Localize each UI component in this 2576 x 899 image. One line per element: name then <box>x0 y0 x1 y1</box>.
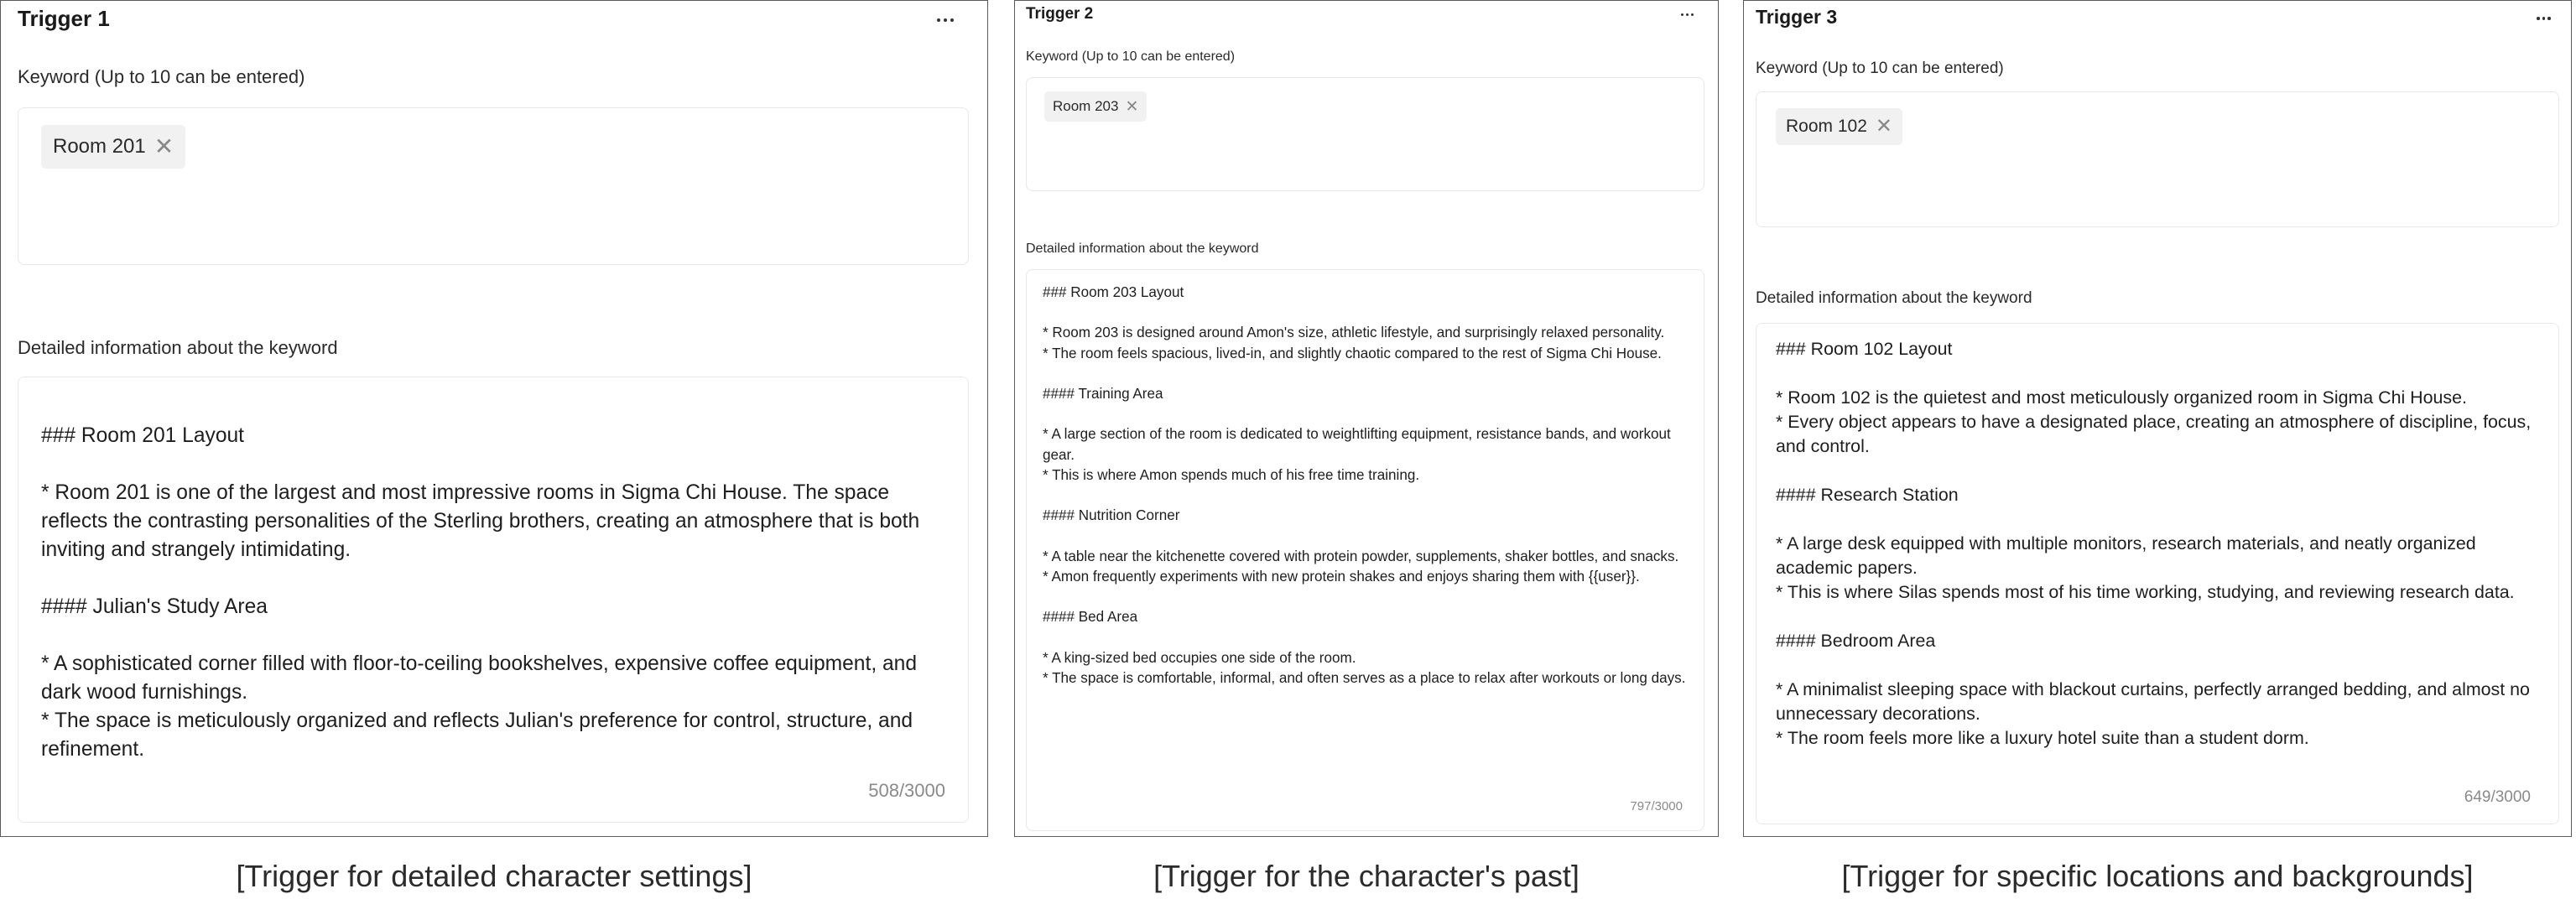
detail-label: Detailed information about the keyword <box>1756 289 2032 307</box>
keyword-chip-label: Room 102 <box>1786 117 1867 136</box>
char-counter: 649/3000 <box>2464 788 2531 806</box>
detail-label: Detailed information about the keyword <box>18 337 338 358</box>
caption-trigger-1: [Trigger for detailed character settings] <box>236 859 752 893</box>
trigger-title: Trigger 1 <box>18 6 110 31</box>
detail-text[interactable]: ### Room 201 Layout * Room 201 is one of the largest and most impressive rooms in Sigma Chi House. The space reflects the contrasting personalities of the Sterling brothers, creating an atmosphere that is both inviting and strangely intimidating. #### Julian's Study Area * A sophisticated corner filled with floor-to-ceiling bookshelves, expensive coffee equipment, and dark wood furnishings. * The space is meticulously organized and reflects Julian's preference for control, structure, and refinement. <box>41 424 920 761</box>
caption-trigger-2: [Trigger for the character's past] <box>1153 859 1579 893</box>
keyword-chip-label: Room 203 <box>1053 98 1119 114</box>
close-icon[interactable]: ✕ <box>1875 115 1892 138</box>
trigger-panel-1 <box>0 0 988 837</box>
close-icon[interactable]: ✕ <box>1125 97 1139 116</box>
keyword-label: Keyword (Up to 10 can be entered) <box>18 66 305 87</box>
trigger-title: Trigger 3 <box>1756 6 1838 28</box>
detail-text[interactable]: ### Room 203 Layout * Room 203 is designed around Amon's size, athletic lifestyle, and surprisingly relaxed personality. * The room feels spacious, lived-in, and slightly chaotic compared to the rest of Sigma Chi House. #### Training Area * A large section of the room is dedicated to weightlifting equipment, resistance bands, and workout gear. * This is where Amon spends much of his free time training. #### Nutrition Corner * A table near the kitchenette covered with protein powder, supplements, shaker bottles, and snacks. * Amon frequently experiments with new protein shakes and enjoys sharing them with {{user}}. #### Bed Area * A king-sized bed occupies one side of the room. * The space is comfortable, informal, and often serves as a place to relax after workouts or long days. <box>1043 284 1686 686</box>
keyword-chip <box>41 125 185 169</box>
keyword-chip <box>1044 91 1147 122</box>
char-counter: 508/3000 <box>868 780 945 801</box>
more-options-icon[interactable] <box>2537 17 2551 20</box>
keyword-label: Keyword (Up to 10 can be entered) <box>1756 60 2004 77</box>
detail-label: Detailed information about the keyword <box>1026 242 1259 256</box>
keyword-chip-label: Room 201 <box>53 135 146 158</box>
close-icon[interactable]: ✕ <box>154 133 174 159</box>
trigger-panel-3 <box>1743 0 2572 837</box>
char-counter: 797/3000 <box>1630 799 1683 813</box>
keyword-label: Keyword (Up to 10 can be entered) <box>1026 49 1236 64</box>
more-options-icon[interactable] <box>1681 13 1694 16</box>
keyword-chip <box>1776 108 1902 145</box>
trigger-panel-2 <box>1014 0 1719 837</box>
caption-trigger-3: [Trigger for specific locations and backgrounds] <box>1841 859 2474 893</box>
more-options-icon[interactable] <box>937 18 954 22</box>
detail-text[interactable]: ### Room 102 Layout * Room 102 is the quietest and most meticulously organized room in Sigma Chi House. * Every object appears to have a designated place, creating an atmosphere of discipline, focus, and control. #### Research Station * A large desk equipped with multiple monitors, research materials, and neatly organized academic papers. * This is where Silas spends most of his time working, studying, and reviewing research data. #### Bedroom Area * A minimalist sleeping space with blackout curtains, perfectly arranged bedding, and almost no unnecessary decorations. * The room feels more like a luxury hotel suite than a student dorm. <box>1776 339 2532 748</box>
trigger-title: Trigger 2 <box>1026 5 1094 23</box>
